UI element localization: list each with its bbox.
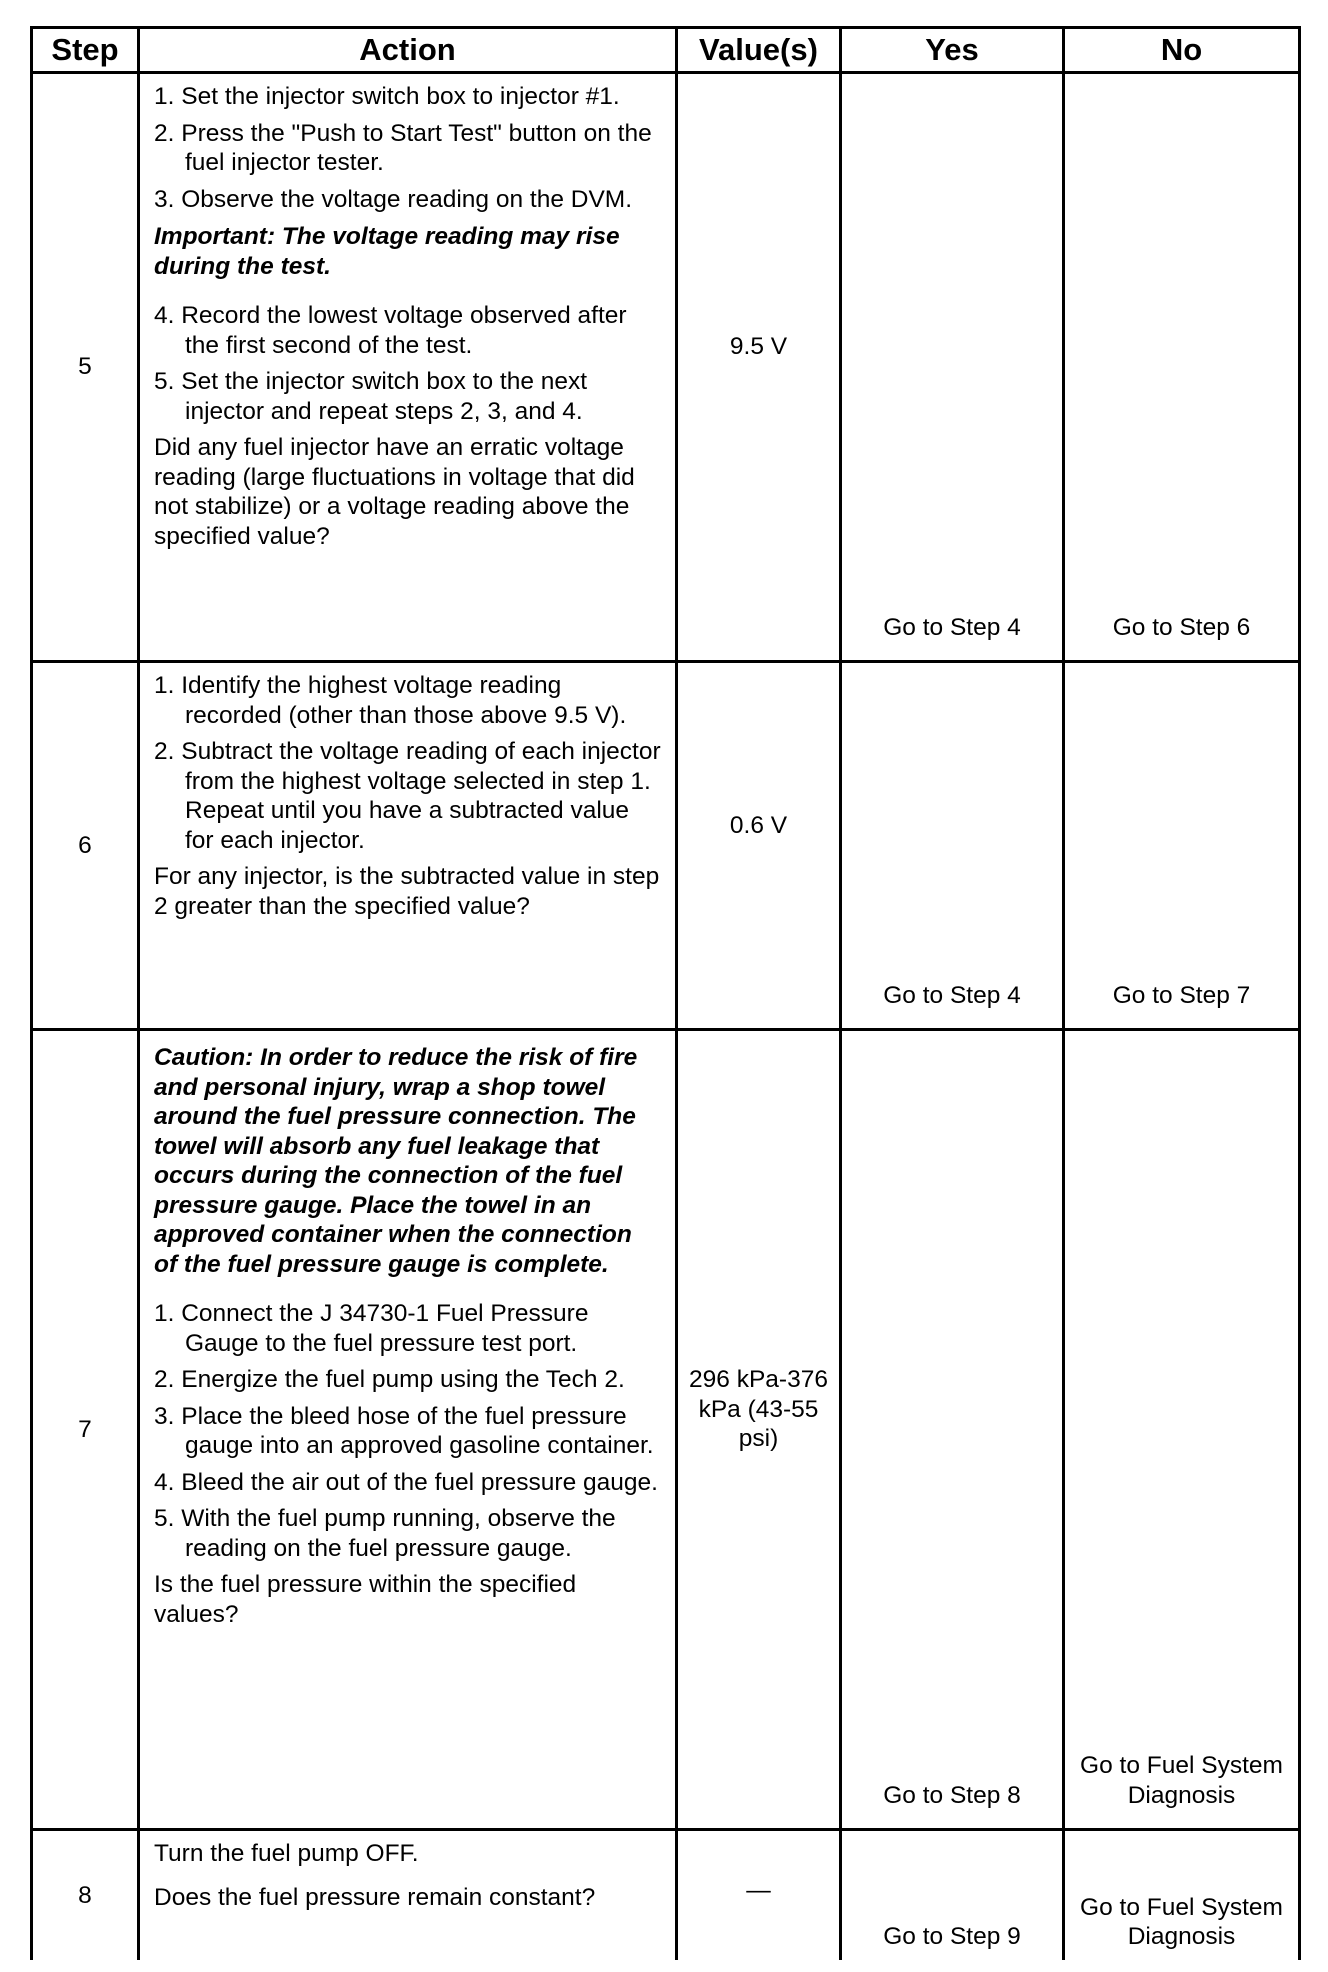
action-question: Does the fuel pressure remain constant? [154, 1883, 596, 1911]
value-cell: 9.5 V [677, 73, 841, 662]
step-number: 7 [32, 1030, 139, 1830]
action-step: 4. Record the lowest voltage observed after the first second of the test. [154, 302, 627, 359]
step-number: 8 [32, 1830, 139, 1960]
value-cell: — [677, 1830, 841, 1960]
step-number: 5 [32, 73, 139, 662]
header-step: Step [32, 28, 139, 73]
action-step: 2. Energize the fuel pump using the Tech 2. [154, 1366, 625, 1393]
action-question: Is the fuel pressure within the specified values? [154, 1571, 577, 1628]
action-steps [154, 301, 661, 426]
action-step: 1. Connect the J 34730-1 Fuel Pressure Gauge to the fuel pressure test port. [154, 1300, 589, 1357]
action-step: 1. Set the injector switch box to injector #1. [154, 83, 620, 110]
action-cell [139, 73, 677, 662]
action-steps [154, 671, 661, 855]
action-step: 2. Press the "Push to Start Test" button on the fuel injector tester. [154, 119, 652, 176]
action-step: 4. Bleed the air out of the fuel pressure gauge. [154, 1468, 658, 1496]
table-row [32, 1830, 1300, 1960]
yes-cell: Go to Step 8 [841, 1030, 1064, 1830]
action-step: 5. With the fuel pump running, observe the reading on the fuel pressure gauge. [154, 1505, 616, 1562]
action-step: 1. Identify the highest voltage reading recorded (other than those above 9.5 V). [154, 672, 627, 729]
action-cell [139, 1030, 677, 1830]
action-step: 3. Observe the voltage reading on the DVM. [154, 185, 633, 213]
action-question: For any injector, is the subtracted value in step 2 greater than the specified value? [154, 863, 660, 920]
action-cell [139, 1830, 677, 1960]
action-cell [139, 662, 677, 1030]
action-step: 3. Place the bleed hose of the fuel pressure gauge into an approved gasoline container. [154, 1402, 654, 1459]
table-row [32, 662, 1300, 1030]
action-step: 2. Subtract the voltage reading of each injector from the highest voltage selected in step 1. Repeat until you have a subtracted value for each injector. [154, 738, 661, 854]
step-number: 6 [32, 662, 139, 1030]
diagnostic-table [30, 26, 1301, 1960]
header-yes: Yes [841, 28, 1064, 73]
no-cell: Go to Step 7 [1064, 662, 1300, 1030]
value-cell: 0.6 V [677, 662, 841, 1030]
no-cell: Go to Fuel System Diagnosis [1064, 1830, 1300, 1960]
action-steps [154, 82, 661, 214]
yes-cell: Go to Step 9 [841, 1830, 1064, 1960]
value-cell: 296 kPa-376 kPa (43-55 psi) [677, 1030, 841, 1830]
action-instruction: Turn the fuel pump OFF. [154, 1840, 419, 1867]
header-values: Value(s) [677, 28, 841, 73]
action-steps [154, 1299, 661, 1563]
no-cell: Go to Step 6 [1064, 73, 1300, 662]
yes-cell: Go to Step 4 [841, 73, 1064, 662]
yes-cell: Go to Step 4 [841, 662, 1064, 1030]
table-row [32, 1030, 1300, 1830]
caution-note: Caution: In order to reduce the risk of fire and personal injury, wrap a shop towel around the fuel pressure connection. The towel will absorb any fuel leakage that occurs during the connection of the fuel pressure gauge. Place the towel in an approved container when the connection of the fuel pressure gauge is complete. [154, 1044, 638, 1278]
action-question: Did any fuel injector have an erratic voltage reading (large fluctuations in voltage that did not stabilize) or a voltage reading above the specified value? [154, 434, 635, 550]
action-step: 5. Set the injector switch box to the next injector and repeat steps 2, 3, and 4. [154, 368, 588, 425]
header-no: No [1064, 28, 1300, 73]
header-action: Action [139, 28, 677, 73]
no-cell: Go to Fuel System Diagnosis [1064, 1030, 1300, 1830]
table-row [32, 73, 1300, 662]
header-row [32, 28, 1300, 73]
important-note: Important: The voltage reading may rise during the test. [154, 223, 620, 280]
